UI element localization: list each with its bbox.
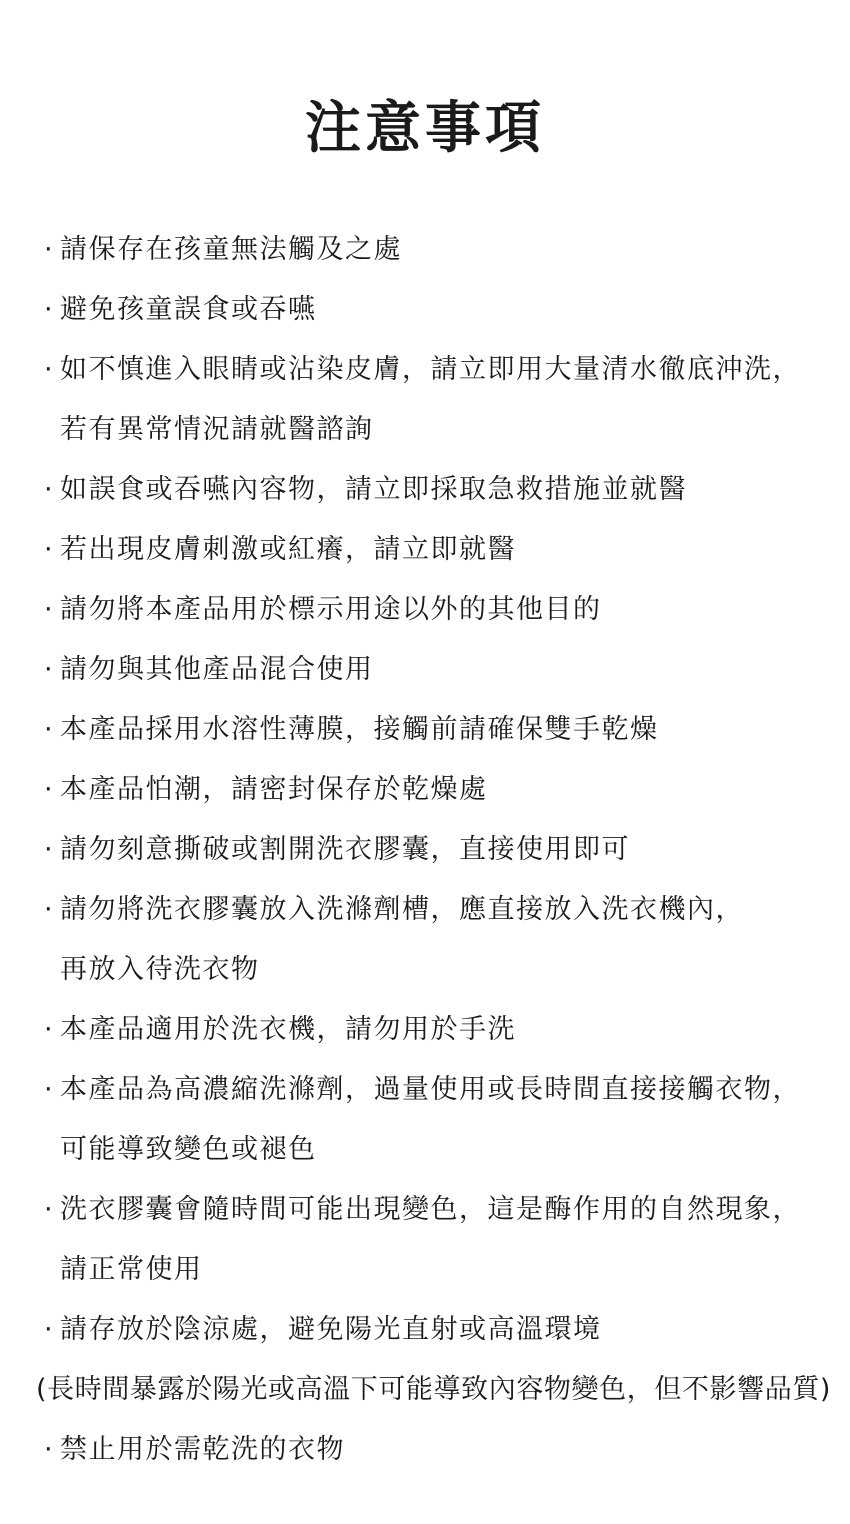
list-item-text: 若出現皮膚刺激或紅癢，請立即就醫 <box>60 534 516 565</box>
list-item-continuation: 請正常使用 <box>60 1254 203 1285</box>
list-item-text: 本產品適用於洗衣機，請勿用於手洗 <box>60 1014 516 1045</box>
list-item <box>0 220 850 280</box>
list-item-text: 本產品採用水溶性薄膜，接觸前請確保雙手乾燥 <box>60 714 659 745</box>
list-item <box>0 700 850 760</box>
list-item-text: 如誤食或吞嚥內容物，請立即採取急救措施並就醫 <box>60 474 687 505</box>
bullet-dot: · <box>44 834 55 865</box>
list-item <box>0 1000 850 1060</box>
list-item-text: 請勿將洗衣膠囊放入洗滌劑槽，應直接放入洗衣機內， <box>60 894 744 925</box>
parenthetical-note: (長時間暴露於陽光或高溫下可能導致內容物變色，但不影響品質) <box>36 1374 832 1405</box>
list-item <box>0 340 850 400</box>
list-item <box>0 1300 850 1360</box>
list-item <box>0 520 850 580</box>
list-item <box>0 760 850 820</box>
list-item-text: 本產品為高濃縮洗滌劑，過量使用或長時間直接接觸衣物， <box>60 1074 801 1105</box>
list-item-text: 請勿與其他產品混合使用 <box>60 654 374 685</box>
list-item-text: 洗衣膠囊會隨時間可能出現變色，這是酶作用的自然現象， <box>60 1194 801 1225</box>
bullet-dot: · <box>44 594 55 625</box>
list-item <box>0 640 850 700</box>
list-item-continuation: 可能導致變色或褪色 <box>60 1134 317 1165</box>
list-item <box>0 880 850 940</box>
bullet-dot: · <box>44 894 55 925</box>
bullet-dot: · <box>44 774 55 805</box>
precautions-list <box>0 220 850 1480</box>
list-item-text: 請保存在孩童無法觸及之處 <box>60 234 402 265</box>
list-item-text: 請勿將本產品用於標示用途以外的其他目的 <box>60 594 602 625</box>
list-item-text: 請存放於陰涼處，避免陽光直射或高溫環境 <box>60 1314 602 1345</box>
list-item <box>0 1060 850 1120</box>
list-item <box>0 1180 850 1240</box>
list-item-text: 禁止用於需乾洗的衣物 <box>60 1434 345 1465</box>
bullet-dot: · <box>44 1014 55 1045</box>
list-item-continuation: 若有異常情況請就醫諮詢 <box>60 414 374 445</box>
page-title: 注意事項 <box>305 96 545 161</box>
bullet-dot: · <box>44 474 55 505</box>
bullet-dot: · <box>44 294 55 325</box>
list-item-text: 本產品怕潮，請密封保存於乾燥處 <box>60 774 488 805</box>
bullet-dot: · <box>44 1194 55 1225</box>
bullet-dot: · <box>44 234 55 265</box>
bullet-dot: · <box>44 1074 55 1105</box>
bullet-dot: · <box>44 534 55 565</box>
bullet-dot: · <box>44 1434 55 1465</box>
list-item-text: 避免孩童誤食或吞嚥 <box>60 294 317 325</box>
list-item-text: 如不慎進入眼睛或沾染皮膚，請立即用大量清水徹底沖洗， <box>60 354 801 385</box>
bullet-dot: · <box>44 1314 55 1345</box>
bullet-dot: · <box>44 354 55 385</box>
list-item <box>0 820 850 880</box>
list-item <box>0 1420 850 1480</box>
list-item <box>0 280 850 340</box>
list-item <box>0 580 850 640</box>
list-item-text: 請勿刻意撕破或割開洗衣膠囊，直接使用即可 <box>60 834 630 865</box>
list-item <box>0 460 850 520</box>
bullet-dot: · <box>44 654 55 685</box>
list-item-continuation: 再放入待洗衣物 <box>60 954 260 985</box>
bullet-dot: · <box>44 714 55 745</box>
